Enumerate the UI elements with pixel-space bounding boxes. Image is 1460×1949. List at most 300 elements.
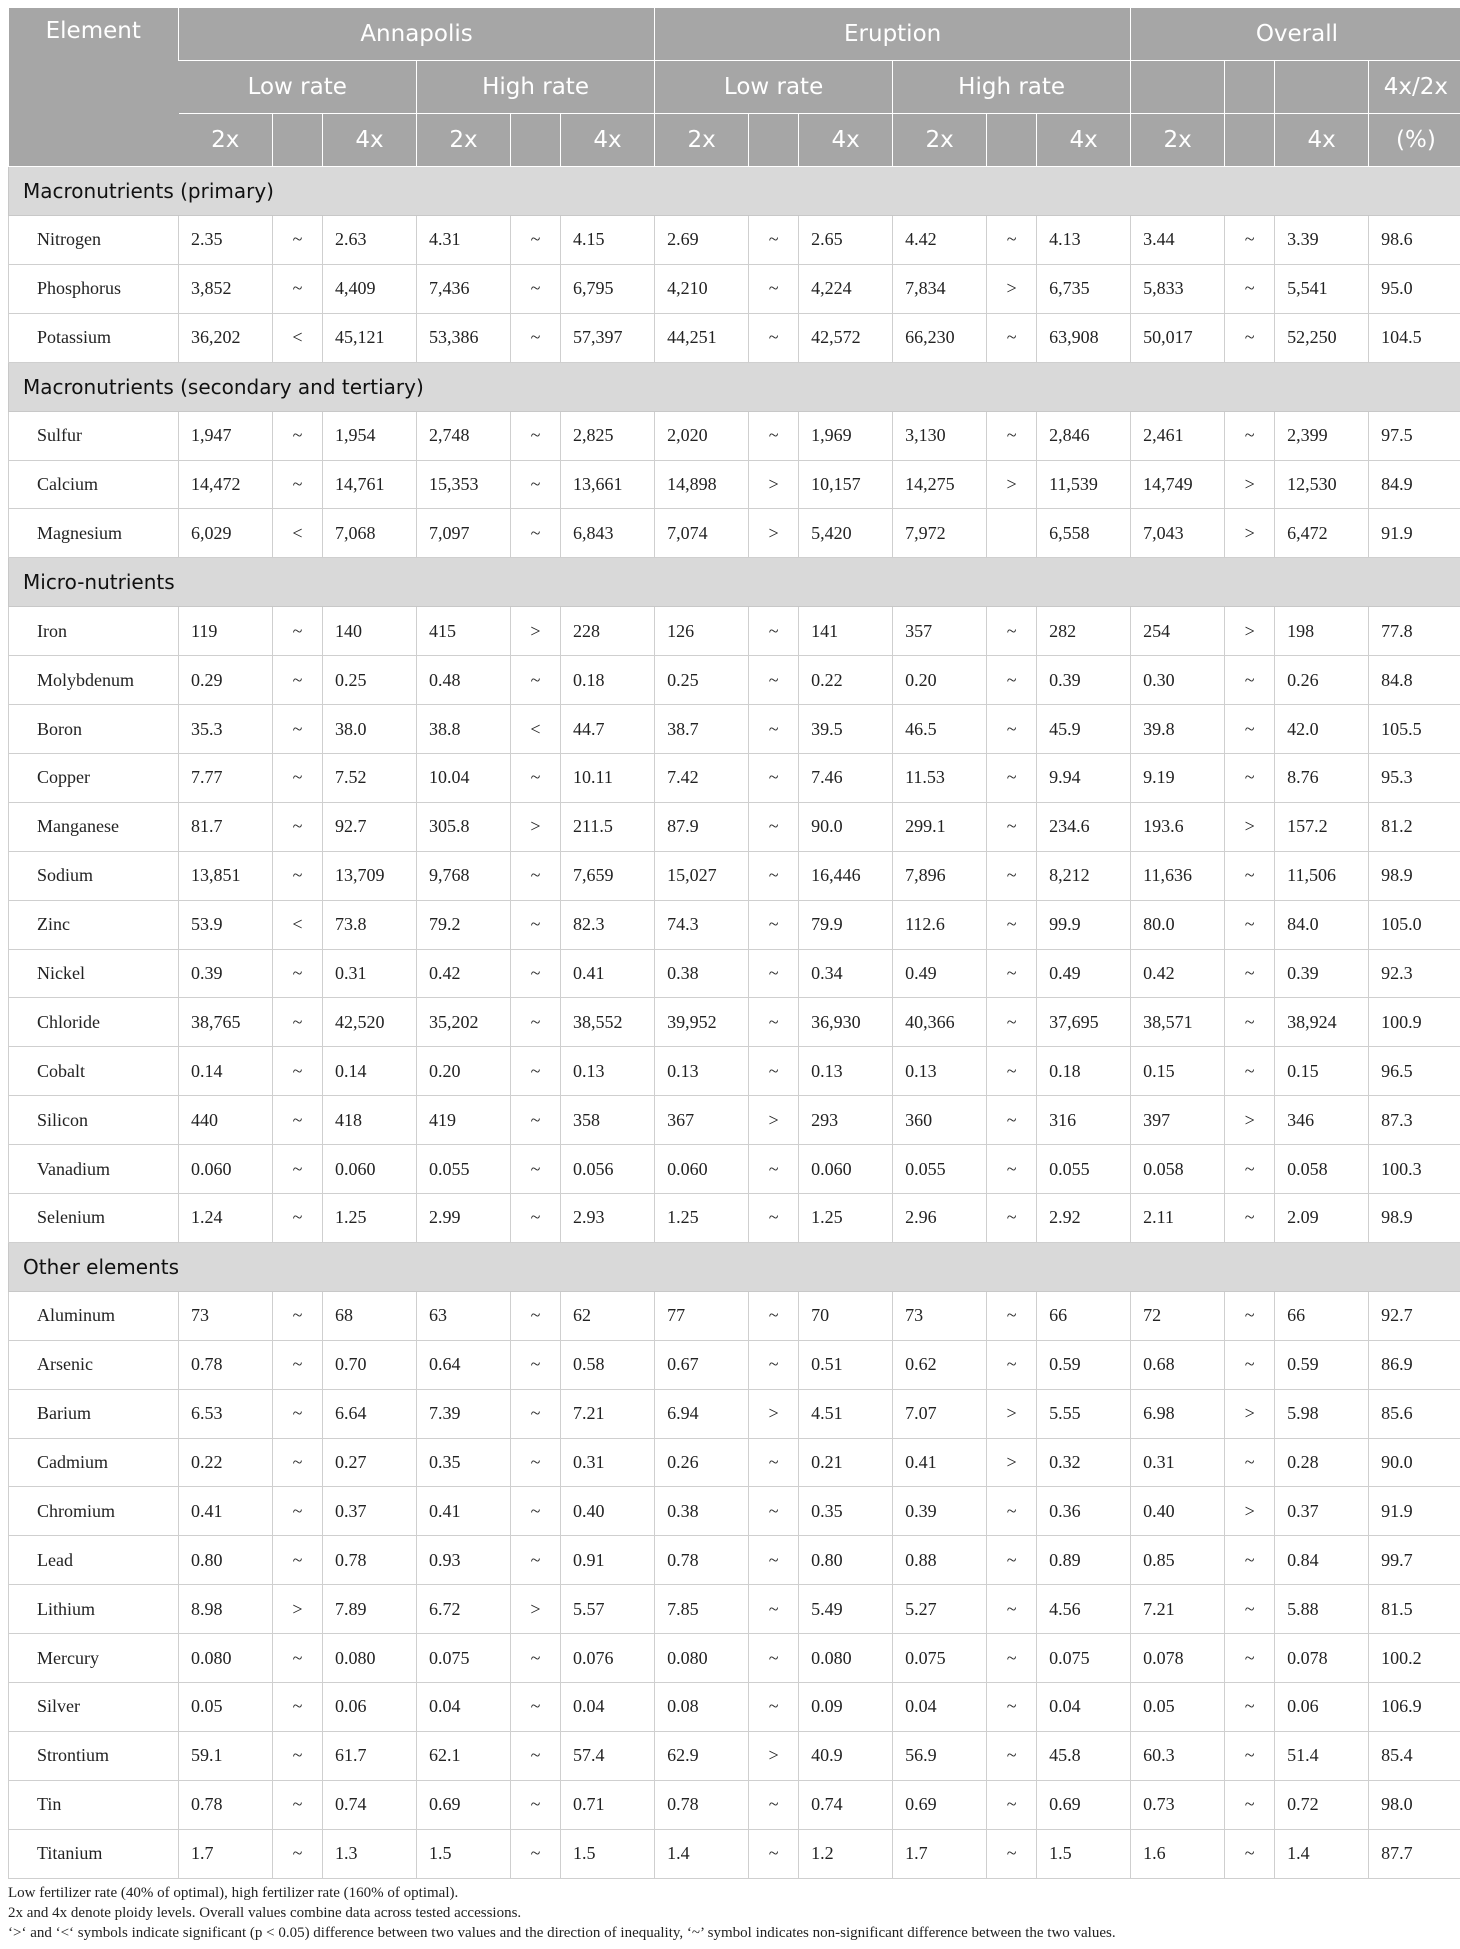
value-cell: 357 [893,607,987,656]
value-cell: 7.46 [799,754,893,803]
value-cell: 0.078 [1275,1634,1369,1683]
ratio-cell: 96.5 [1369,1047,1460,1096]
element-name-cell: Mercury [9,1634,179,1683]
significance-symbol-cell: ~ [987,998,1037,1047]
value-cell: 61.7 [323,1731,417,1780]
element-name-cell: Vanadium [9,1145,179,1194]
value-cell: 0.080 [799,1634,893,1683]
value-cell: 0.74 [799,1780,893,1829]
significance-symbol-cell: ~ [511,264,561,313]
ratio-cell: 84.8 [1369,656,1460,705]
rate-header-annapolis-high: High rate [417,61,655,114]
value-cell: 397 [1131,1096,1225,1145]
value-cell: 0.37 [323,1487,417,1536]
value-cell: 0.78 [179,1340,273,1389]
table-row [9,1731,1460,1780]
significance-symbol-cell: ~ [511,1829,561,1878]
value-cell: 140 [323,607,417,656]
value-cell: 1.4 [655,1829,749,1878]
ploidy-2x-header: 2x [655,114,749,167]
value-cell: 0.13 [655,1047,749,1096]
significance-symbol-cell: > [1225,1096,1275,1145]
value-cell: 0.35 [417,1438,511,1487]
ratio-cell: 105.5 [1369,705,1460,754]
significance-symbol-cell: ~ [273,949,323,998]
value-cell: 0.71 [561,1780,655,1829]
significance-symbol-cell: > [749,1389,799,1438]
significance-symbol-cell: ~ [273,1731,323,1780]
value-cell: 38,552 [561,998,655,1047]
value-cell: 1.7 [179,1829,273,1878]
value-cell: 0.62 [893,1340,987,1389]
value-cell: 11,539 [1037,460,1131,509]
table-row [9,754,1460,803]
value-cell: 0.14 [323,1047,417,1096]
value-cell: 8.76 [1275,754,1369,803]
value-cell: 0.08 [655,1683,749,1732]
value-cell: 38,924 [1275,998,1369,1047]
ratio-cell: 95.0 [1369,264,1460,313]
value-cell: 42,572 [799,313,893,362]
value-cell: 0.13 [799,1047,893,1096]
value-cell: 1.25 [655,1194,749,1243]
significance-symbol-cell: ~ [1225,900,1275,949]
symbol-blank-header [273,114,323,167]
element-name-cell: Molybdenum [9,656,179,705]
value-cell: 7.85 [655,1585,749,1634]
significance-symbol-cell: ~ [511,509,561,558]
significance-symbol-cell: ~ [1225,1683,1275,1732]
significance-symbol-cell: ~ [987,949,1037,998]
value-cell: 1.2 [799,1829,893,1878]
value-cell: 1,954 [323,411,417,460]
value-cell: 0.22 [799,656,893,705]
value-cell: 0.42 [417,949,511,998]
significance-symbol-cell: ~ [987,1585,1037,1634]
significance-symbol-cell: ~ [511,1389,561,1438]
value-cell: 0.49 [1037,949,1131,998]
element-name-cell: Calcium [9,460,179,509]
significance-symbol-cell: ~ [273,802,323,851]
value-cell: 66,230 [893,313,987,362]
significance-symbol-cell: ~ [987,1780,1037,1829]
significance-symbol-cell: ~ [987,1731,1037,1780]
value-cell: 0.075 [417,1634,511,1683]
value-cell: 198 [1275,607,1369,656]
value-cell: 7,436 [417,264,511,313]
value-cell: 2.35 [179,216,273,265]
value-cell: 0.13 [561,1047,655,1096]
value-cell: 0.09 [799,1683,893,1732]
value-cell: 7,097 [417,509,511,558]
value-cell: 7.21 [561,1389,655,1438]
value-cell: 77 [655,1291,749,1340]
significance-symbol-cell: ~ [273,1438,323,1487]
value-cell: 440 [179,1096,273,1145]
ratio-cell: 81.2 [1369,802,1460,851]
table-row [9,1194,1460,1243]
table-row [9,1096,1460,1145]
significance-symbol-cell: ~ [273,1780,323,1829]
ratio-cell: 98.9 [1369,851,1460,900]
significance-symbol-cell: ~ [511,1047,561,1096]
value-cell: 346 [1275,1096,1369,1145]
value-cell: 36,930 [799,998,893,1047]
value-cell: 62 [561,1291,655,1340]
value-cell: 10,157 [799,460,893,509]
value-cell: 62.1 [417,1731,511,1780]
value-cell: 0.80 [799,1536,893,1585]
significance-symbol-cell: ~ [749,1047,799,1096]
table-row [9,1340,1460,1389]
value-cell: 7,834 [893,264,987,313]
significance-symbol-cell: ~ [987,1096,1037,1145]
value-cell: 415 [417,607,511,656]
value-cell: 0.59 [1275,1340,1369,1389]
value-cell: 0.49 [893,949,987,998]
significance-symbol-cell: ~ [1225,998,1275,1047]
element-name-cell: Strontium [9,1731,179,1780]
table-row [9,1438,1460,1487]
significance-symbol-cell: ~ [987,1291,1037,1340]
value-cell: 0.26 [1275,656,1369,705]
value-cell: 0.080 [655,1634,749,1683]
value-cell: 2.65 [799,216,893,265]
value-cell: 63,908 [1037,313,1131,362]
significance-symbol-cell: ~ [273,1829,323,1878]
significance-symbol-cell: ~ [749,1340,799,1389]
element-name-cell: Manganese [9,802,179,851]
value-cell: 0.060 [323,1145,417,1194]
value-cell: 0.41 [561,949,655,998]
significance-symbol-cell: ~ [1225,754,1275,803]
significance-symbol-cell: ~ [987,1145,1037,1194]
rate-header-eruption-high: High rate [893,61,1131,114]
significance-symbol-cell: ~ [511,656,561,705]
ratio-cell: 92.3 [1369,949,1460,998]
element-name-cell: Iron [9,607,179,656]
significance-symbol-cell: ~ [1225,705,1275,754]
value-cell: 62.9 [655,1731,749,1780]
value-cell: 7.39 [417,1389,511,1438]
value-cell: 0.27 [323,1438,417,1487]
significance-symbol-cell: ~ [511,998,561,1047]
significance-symbol-cell: ~ [1225,1634,1275,1683]
table-row [9,1634,1460,1683]
value-cell: 0.060 [655,1145,749,1194]
significance-symbol-cell: ~ [511,411,561,460]
significance-symbol-cell: ~ [1225,656,1275,705]
significance-symbol-cell: ~ [273,705,323,754]
value-cell: 0.32 [1037,1438,1131,1487]
value-cell: 0.88 [893,1536,987,1585]
value-cell: 35.3 [179,705,273,754]
value-cell: 40,366 [893,998,987,1047]
value-cell: 6,558 [1037,509,1131,558]
significance-symbol-cell: ~ [749,1536,799,1585]
value-cell: 6.53 [179,1389,273,1438]
significance-symbol-cell: ~ [273,1389,323,1438]
value-cell: 112.6 [893,900,987,949]
value-cell: 234.6 [1037,802,1131,851]
value-cell: 1.6 [1131,1829,1225,1878]
significance-symbol-cell: ~ [749,998,799,1047]
significance-symbol-cell: ~ [1225,1047,1275,1096]
value-cell: 0.13 [893,1047,987,1096]
significance-symbol-cell: ~ [987,1634,1037,1683]
significance-symbol-cell: ~ [273,656,323,705]
value-cell: 0.41 [893,1438,987,1487]
value-cell: 0.14 [179,1047,273,1096]
significance-symbol-cell: ~ [1225,1291,1275,1340]
significance-symbol-cell: ~ [749,264,799,313]
element-name-cell: Lead [9,1536,179,1585]
table-row [9,1487,1460,1536]
ratio-cell: 87.7 [1369,1829,1460,1878]
table-row [9,411,1460,460]
value-cell: 46.5 [893,705,987,754]
table-row [9,509,1460,558]
ratio-cell: 91.9 [1369,1487,1460,1536]
element-name-cell: Cadmium [9,1438,179,1487]
significance-symbol-cell: ~ [511,1291,561,1340]
significance-symbol-cell: ~ [273,460,323,509]
ratio-cell: 97.5 [1369,411,1460,460]
value-cell: 4.31 [417,216,511,265]
significance-symbol-cell: ~ [749,1829,799,1878]
table-row [9,1683,1460,1732]
table-row [9,900,1460,949]
value-cell: 0.78 [179,1780,273,1829]
value-cell: 13,851 [179,851,273,900]
section-row [9,1242,1460,1291]
rate-header-eruption-low: Low rate [655,61,893,114]
value-cell: 8.98 [179,1585,273,1634]
value-cell: 0.80 [179,1536,273,1585]
value-cell: 3,852 [179,264,273,313]
element-name-cell: Phosphorus [9,264,179,313]
value-cell: 7,659 [561,851,655,900]
table-row [9,1291,1460,1340]
footnote: 2x and 4x denote ploidy levels. Overall values combine data across tested accessions. [8,1904,522,1921]
value-cell: 0.39 [1037,656,1131,705]
ratio-cell: 91.9 [1369,509,1460,558]
significance-symbol-cell: ~ [511,851,561,900]
value-cell: 293 [799,1096,893,1145]
value-cell: 1.5 [561,1829,655,1878]
table-container [8,8,1452,1943]
value-cell: 367 [655,1096,749,1145]
value-cell: 1.4 [1275,1829,1369,1878]
value-cell: 44.7 [561,705,655,754]
element-name-cell: Magnesium [9,509,179,558]
significance-symbol-cell: ~ [749,1487,799,1536]
value-cell: 0.058 [1131,1145,1225,1194]
value-cell: 0.058 [1275,1145,1369,1194]
value-cell: 2.96 [893,1194,987,1243]
significance-symbol-cell: ~ [273,998,323,1047]
value-cell: 14,472 [179,460,273,509]
significance-symbol-cell: ~ [273,754,323,803]
value-cell: 12,530 [1275,460,1369,509]
value-cell: 4,224 [799,264,893,313]
value-cell: 0.05 [179,1683,273,1732]
value-cell: 2,748 [417,411,511,460]
significance-symbol-cell: ~ [987,1487,1037,1536]
value-cell: 73 [179,1291,273,1340]
value-cell: 0.68 [1131,1340,1225,1389]
value-cell: 2,399 [1275,411,1369,460]
value-cell: 7.52 [323,754,417,803]
significance-symbol-cell: ~ [273,1536,323,1585]
value-cell: 193.6 [1131,802,1225,851]
element-name-cell: Tin [9,1780,179,1829]
significance-symbol-cell: ~ [749,1634,799,1683]
element-name-cell: Cobalt [9,1047,179,1096]
value-cell: 141 [799,607,893,656]
element-name-cell: Lithium [9,1585,179,1634]
value-cell: 10.11 [561,754,655,803]
value-cell: 0.37 [1275,1487,1369,1536]
value-cell: 57,397 [561,313,655,362]
value-cell: 1.7 [893,1829,987,1878]
section-row [9,558,1460,607]
ratio-cell: 100.3 [1369,1145,1460,1194]
significance-symbol-cell: ~ [987,313,1037,362]
value-cell: 0.39 [1275,949,1369,998]
value-cell: 5,833 [1131,264,1225,313]
value-cell: 66 [1037,1291,1131,1340]
value-cell: 66 [1275,1291,1369,1340]
ratio-cell: 98.6 [1369,216,1460,265]
symbol-blank-header [749,114,799,167]
value-cell: 0.70 [323,1340,417,1389]
ratio-cell: 100.2 [1369,1634,1460,1683]
value-cell: 0.04 [561,1683,655,1732]
ploidy-2x-header: 2x [1131,114,1225,167]
value-cell: 1.3 [323,1829,417,1878]
significance-symbol-cell: < [273,900,323,949]
significance-symbol-cell: > [987,1389,1037,1438]
value-cell: 0.20 [893,656,987,705]
value-cell: 6.64 [323,1389,417,1438]
element-name-cell: Chromium [9,1487,179,1536]
value-cell: 0.78 [323,1536,417,1585]
element-name-cell: Zinc [9,900,179,949]
significance-symbol-cell: ~ [511,1145,561,1194]
ploidy-4x-header: 4x [323,114,417,167]
table-row [9,1047,1460,1096]
value-cell: 3,130 [893,411,987,460]
value-cell: 0.080 [179,1634,273,1683]
element-name-cell: Silicon [9,1096,179,1145]
value-cell: 299.1 [893,802,987,851]
value-cell: 0.58 [561,1340,655,1389]
value-cell: 9,768 [417,851,511,900]
significance-symbol-cell: ~ [749,656,799,705]
table-row [9,998,1460,1047]
significance-symbol-cell: > [511,802,561,851]
value-cell: 4.15 [561,216,655,265]
significance-symbol-cell: ~ [511,1683,561,1732]
value-cell: 0.060 [799,1145,893,1194]
ratio-cell: 86.9 [1369,1340,1460,1389]
value-cell: 0.35 [799,1487,893,1536]
value-cell: 0.78 [655,1536,749,1585]
value-cell: 0.74 [323,1780,417,1829]
significance-symbol-cell: ~ [749,851,799,900]
value-cell: 1,947 [179,411,273,460]
value-cell: 0.076 [561,1634,655,1683]
value-cell: 13,709 [323,851,417,900]
significance-symbol-cell: ~ [511,460,561,509]
table-row [9,802,1460,851]
ratio-cell: 92.7 [1369,1291,1460,1340]
significance-symbol-cell: ~ [273,411,323,460]
significance-symbol-cell: ~ [987,216,1037,265]
value-cell: 6.94 [655,1389,749,1438]
section-title: Micro-nutrients [9,558,1460,607]
value-cell: 119 [179,607,273,656]
value-cell: 1,969 [799,411,893,460]
value-cell: 0.18 [1037,1047,1131,1096]
significance-symbol-cell: ~ [749,1438,799,1487]
element-name-cell: Barium [9,1389,179,1438]
table-row [9,1829,1460,1878]
value-cell: 0.080 [323,1634,417,1683]
value-cell: 126 [655,607,749,656]
significance-symbol-cell: ~ [1225,1438,1275,1487]
value-cell: 2.69 [655,216,749,265]
value-cell: 0.38 [655,949,749,998]
significance-symbol-cell: ~ [749,900,799,949]
significance-symbol-cell: > [273,1585,323,1634]
significance-symbol-cell: > [1225,607,1275,656]
value-cell: 1.24 [179,1194,273,1243]
significance-symbol-cell: ~ [273,851,323,900]
value-cell: 72 [1131,1291,1225,1340]
value-cell: 7,068 [323,509,417,558]
value-cell: 0.69 [893,1780,987,1829]
significance-symbol-cell: ~ [749,1585,799,1634]
value-cell: 0.64 [417,1340,511,1389]
significance-symbol-cell: ~ [273,607,323,656]
value-cell: 11,636 [1131,851,1225,900]
value-cell: 419 [417,1096,511,1145]
value-cell: 0.40 [561,1487,655,1536]
value-cell: 16,446 [799,851,893,900]
significance-symbol-cell: ~ [273,1683,323,1732]
significance-symbol-cell: ~ [273,1047,323,1096]
value-cell: 5.57 [561,1585,655,1634]
overall-blank-header [1275,61,1369,114]
value-cell: 6.98 [1131,1389,1225,1438]
value-cell: 316 [1037,1096,1131,1145]
significance-symbol-cell: ~ [749,607,799,656]
element-name-cell: Nitrogen [9,216,179,265]
value-cell: 6,843 [561,509,655,558]
significance-symbol-cell: ~ [1225,1145,1275,1194]
value-cell: 0.31 [323,949,417,998]
significance-symbol-cell: ~ [987,851,1037,900]
value-cell: 3.44 [1131,216,1225,265]
value-cell: 0.06 [323,1683,417,1732]
significance-symbol-cell: ~ [749,1291,799,1340]
significance-symbol-cell: ~ [511,1194,561,1243]
value-cell: 0.15 [1275,1047,1369,1096]
value-cell: 5.27 [893,1585,987,1634]
value-cell: 99.9 [1037,900,1131,949]
